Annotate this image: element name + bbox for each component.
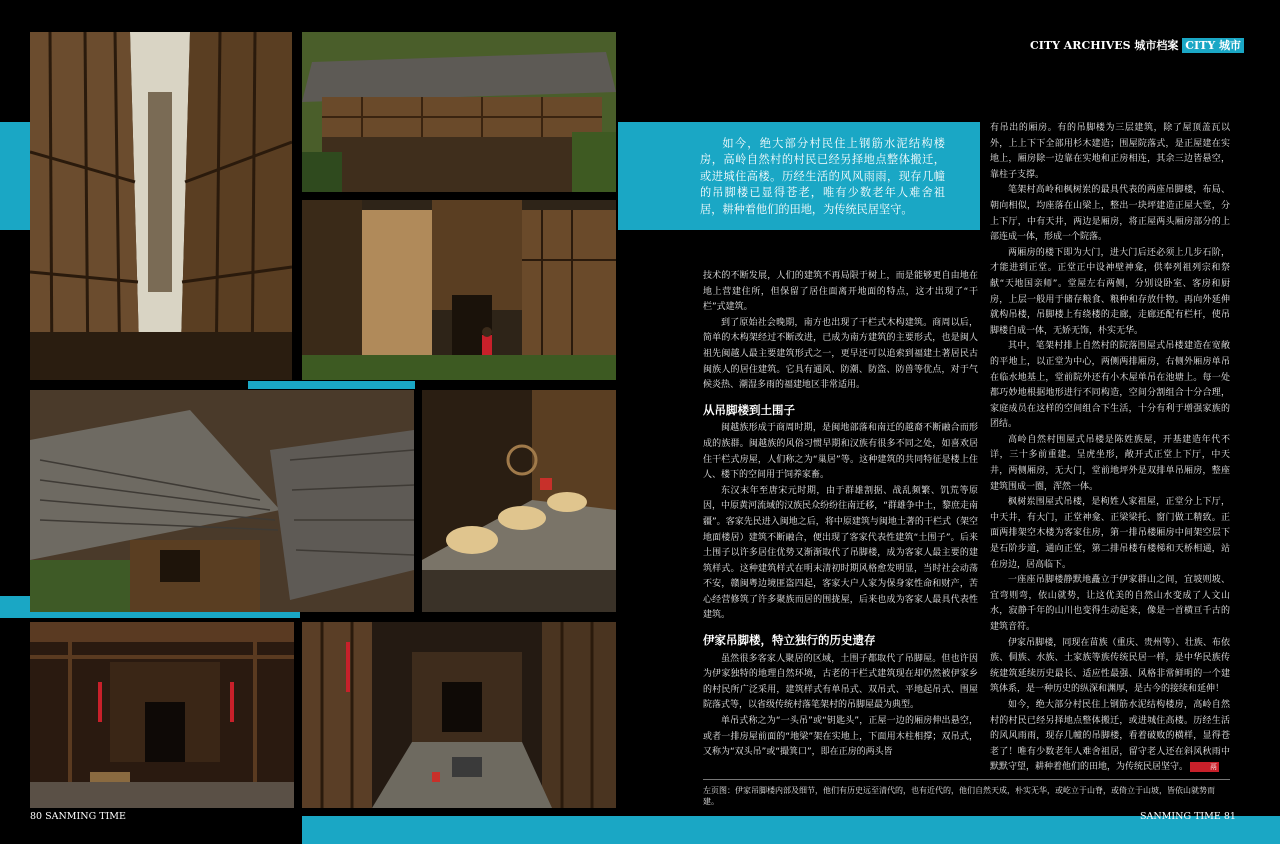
section-label: [1030, 37, 1244, 53]
accent-bar-left-mid: [248, 381, 415, 389]
paragraph: 技术的不断发展，人们的建筑不再局限于树上，而是能够更自由地在地上营建住所，但保留了居住面离开地面的特点，这才出现了“干栏”式建筑。: [703, 271, 978, 313]
end-mark-icon: 鬲: [1190, 762, 1219, 772]
paragraph: 东汉末年至唐宋元时期，由于群雄割据、战乱频繁、饥荒等原因，中原黄河流域的汉族民众纷纷往南迁移，“群雄争中土，黎庶走南疆”。客家先民进入闽地之后，将中原建筑与闽地土著的干栏式（架空地面楼居）建筑不断融合，便出现了客家代表性建筑“土围子”。后来土围子以许多居住优势又渐渐取代了吊脚楼，成为客家人最主要的建筑样式。这种建筑样式在明末清初时期风格愈发明显，当时社会动荡不安，赣闽粤边境匪盗四起，客家大户人家为保身家性命和财产，苦心经营修筑了许多聚族而居的围拢屋，后来也成为客家人最具代表性建筑。: [703, 485, 978, 621]
paragraph: 笔架村高岭和枫树岽的最具代表的两座吊脚楼，布局、朝向相似，均座落在山梁上，整出一块坪建造正屋大堂，分上下厅，中有天井，两边是厢房，将正屋两头厢房部分的上部连成一体，形成一个院落。: [990, 185, 1230, 243]
paragraph: 有吊出的厢房。有的吊脚楼为三层建筑，除了屋顶盖瓦以外，上上下下全部用杉木建造；围屋院落式，是正屋建在实地上，厢房除一边靠在实地和正房相连，其余三边皆悬空，靠柱子支撑。: [990, 123, 1230, 180]
photo-caption: 左页图：伊家吊脚楼内部及细节，他们有历史远至清代的，也有近代的，他们自然天成，朴实无华，或屹立于山脊，或倚立于山坡，皆依山就势而建。: [703, 786, 1215, 806]
pull-quote: 如今，绝大部分村民住上钢筋水泥结构楼房，高岭自然村的村民已经另择地点整体搬迁，或进城住高楼。历经生活的风风雨雨，现存几幢的吊脚楼已显得苍老，唯有少数老年人难舍祖居，耕种着他们的田地，为传统民居坚守。: [700, 137, 945, 216]
photo-interior-hall: [30, 622, 294, 808]
page-number-right: SANMING TIME 81: [1140, 811, 1236, 822]
section-heading: 伊家吊脚楼，特立独行的历史遗存: [703, 633, 876, 648]
section-label-text: CITY ARCHIVES 城市档案: [1030, 39, 1179, 52]
section-badge: CITY 城市: [1182, 38, 1244, 53]
photo-inner-courtyard: [302, 622, 616, 808]
paragraph: 单吊式称之为“一头吊”或“钥匙头”，正屋一边的厢房伸出悬空，或者一排房屋前面的“地梁”架在实地上，下面用木柱相撑；双吊式，又称为“双头吊”或“撮箕口”，即在正房的两头皆: [703, 716, 978, 758]
paragraph: 高岭自然村围屋式吊楼是陈姓族屋，开基建造年代不详，三十多前重建。呈虎坐形，敞开式正堂上下厅，中天井，两侧厢房，无大门，堂前地坪外是双排单吊厢房，整座建筑围成一圈，浑然一体。: [990, 434, 1230, 492]
section-heading: 从吊脚楼到土围子: [703, 402, 795, 417]
photo-tiled-roofs: [30, 390, 414, 612]
photo-stilt-house-balcony: [302, 32, 616, 192]
paragraph: 到了原始社会晚期，南方也出现了干栏式木构建筑。商周以后，简单的木构架经过不断改进，已成为南方建筑的主要形式，也是闽人祖先闽越人最主要建筑形式之一，更早还可以追索到福建土著居民古闽族人的居住建筑。它具有通风、防潮、防盗、防兽等优点，对于气候炎热、潮湿多雨的福建地区非常适用。: [703, 317, 978, 391]
paragraph: 两厢房的楼下即为大门，进大门后还必须上几步石阶，才能进到正堂。正堂正中设神壁神龛，供奉列祖列宗和祭献“天地国亲师”。堂屋左右两侧，分别设卧室、客房和厨房，上层一般用于储存粮食、粮种和存放什物。再向外延伸就构吊楼，吊脚楼上有绕楼的走廊，走廊还配有栏杆，使吊脚楼自成一体，无娇无饰，朴实无华。: [990, 247, 1230, 336]
paragraph: 闽越族形成于商周时期，是闽地部落和南迁的越裔不断融合而形成的族群。闽越族的风俗习惯早期和汉族有很多不同之处，如喜欢居住干栏式房屋，人们称之为“巢居”等。这种建筑的共同特征是楼上住人、楼下的空间用于饲养家畜。: [703, 423, 978, 481]
paragraph: 一座座吊脚楼静默地矗立于伊家群山之间，宜坡则坡、宜弯则弯，依山就势，让这优美的自然山水变成了人文山水，寂静千年的山川也变得生动起来，像是一首横亘千古的建筑音符。: [990, 575, 1230, 632]
caption-rule: [703, 779, 1230, 780]
paragraph-text: 如今，绝大部分村民住上钢筋水泥结构楼房，高岭自然村的村民已经另择地点整体搬迁，或进城住高楼。历经生活的风风雨雨，现存几幢的吊脚楼，看着破败的横样，显得苍老了！唯有少数老年人难舍祖居，留守老人还在斜风秋雨中默默守望，耕种着他们的田地，为传统民居坚守。: [990, 699, 1230, 773]
article-column-middle: [703, 269, 978, 761]
paragraph: 枫树岽围屋式吊楼，是枸姓人家祖屋，正堂分上下厅，中天井，有大门，正堂神龛、正梁梁托、窗门做工精致。正面两排架空木楼为客家住房，第一排吊楼厢房中间架空层下是石阶步道，通向正堂，第二排吊楼有楼梯和天桥相通，站在房边，居高临下。: [990, 497, 1230, 570]
paragraph: 伊家吊脚楼，同现在苗族（重庆、贵州等）、壮族、布依族、侗族、水族、土家族等族传统民居一样，是中华民族传统建筑延续历史最长、适应性最强、风格非常鲜明的一个建筑体系，是一种历史的纵深和渊厚，是古今的接续和延伸！: [990, 637, 1230, 695]
page-number-left: 80 SANMING TIME: [30, 811, 126, 822]
paragraph: [990, 698, 1230, 776]
accent-bar-bottom-right: [302, 816, 1280, 844]
photo-courtyard-entrance: [302, 200, 616, 380]
accent-bar-left-top: [0, 122, 32, 230]
paragraph: 其中，笔架村排上自然村的院落围屋式吊楼建造在宽敞的平地上，以正堂为中心，两侧两排厢房，右侧外厢房单吊在临水地基上，堂前院外还有小木屋单吊在池塘上。每一处都巧妙地根据地形进行不同构造，空间分割组合十分合理，家庭成员在这样的空间组合下生活，十分有利于增强家族的团结。: [990, 341, 1230, 430]
article-column-right: [990, 121, 1230, 776]
paragraph: 虽然很多客家人聚居的区域，土围子都取代了吊脚屋。但也许因为伊家独特的地理自然环境，古老的干栏式建筑现在却仍然被伊家乡的村民所广泛采用，建筑样式有单吊式、双吊式、平地起吊式、围屋院落式等，以省级传统村落笔架村的吊脚屋最为典型。: [703, 653, 978, 711]
photo-wooden-alley: [30, 32, 292, 380]
photo-kitchen-stove: [422, 390, 616, 612]
